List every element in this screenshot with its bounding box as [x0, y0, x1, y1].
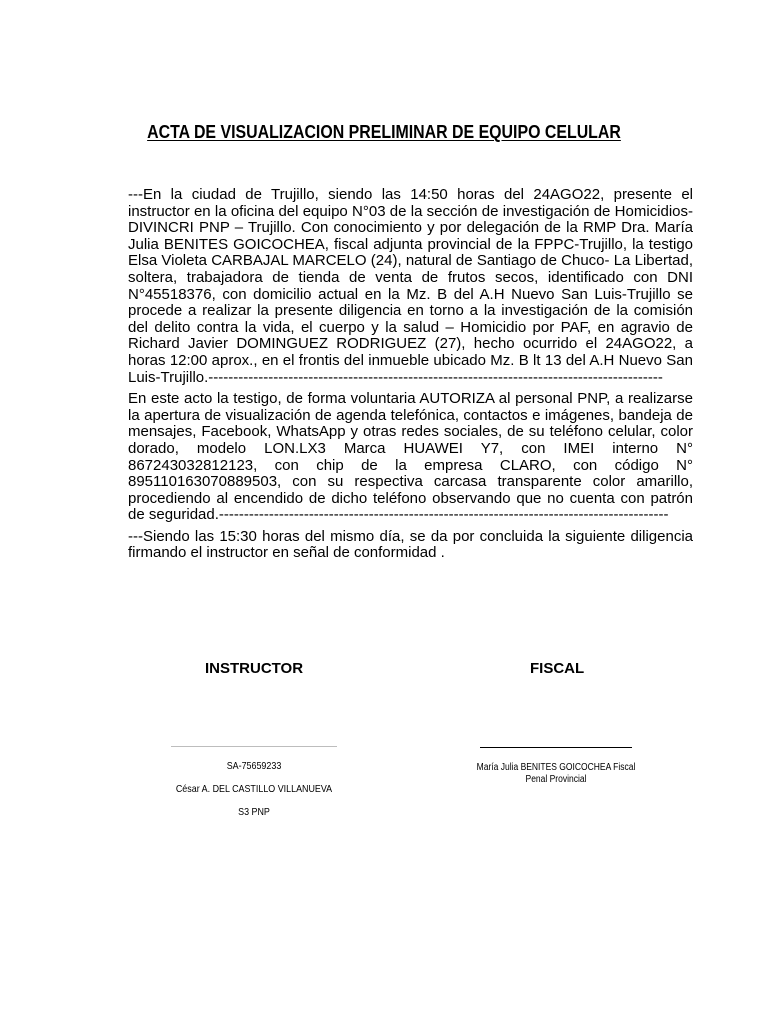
instructor-code: SA-75659233: [226, 760, 282, 772]
instructor-name: César A. DEL CASTILLO VILLANUEVA: [175, 783, 333, 795]
fiscal-signature-block: [449, 762, 663, 785]
document-body: [128, 187, 693, 567]
fiscal-role-label: FISCAL: [530, 660, 585, 677]
fiscal-position: Penal Provincial: [525, 773, 587, 785]
instructor-signature-line: [171, 746, 337, 747]
instructor-role-label: INSTRUCTOR: [205, 660, 304, 677]
document-title: ACTA DE VISUALIZACION PRELIMINAR DE EQUIPO CELULAR: [147, 121, 621, 142]
paragraph-diligence-intro: ---En la ciudad de Trujillo, siendo las 14:50 horas del 24AGO22, presente el instructor en la oficina del equipo N°03 de la sección de investigación de Homicidios- DIVINCRI PNP – Trujillo. Con conocimiento y por delegación de la RMP Dra. María Julia BENITES GOICOCHEA, fiscal adjunta provincial de la FPPC-Trujillo, la testigo Elsa Violeta CARBAJAL MARCELO (24), natural de Santiago de Chuco- La Libertad, soltera, trabajadora de tienda de venta de frutos secos, identificado con DNI N°45518376, con domicilio actual en la Mz. B del A.H Nuevo San Luis-Trujillo se procede a realizar la presente diligencia en torno a la investigación de la comisión del delito contra la vida, el cuerpo y la salud – Homicidio por PAF, en agravio de Richard Javier DOMINGUEZ RODRIGUEZ (27), hecho ocurrido el 24AGO22, a horas 12:00 aprox., en el frontis del inmueble ubicado Mz. B lt 13 del A.H Nuevo San Luis-Trujillo.-------------------------------------------------------------------------------------------: [128, 186, 693, 386]
instructor-signature-block: [152, 755, 356, 824]
fiscal-name: María Julia BENITES GOICOCHEA Fiscal: [476, 762, 636, 773]
paragraph-authorization: En este acto la testigo, de forma voluntaria AUTORIZA al personal PNP, a realizarse la apertura de visualización de agenda telefónica, contactos e imágenes, bandeja de mensajes, Facebook, WhatsApp y otras redes sociales, de su teléfono celular, color dorado, modelo LON.LX3 Marca HUAWEI Y7, con IMEI interno N° 867243032812123, con chip de la empresa CLARO, con código N° 895110163070889503, con su respectiva carcasa transparente color amarillo, procediendo al encendido de dicho teléfono observando que no cuenta con patrón de seguridad.------------------------------------------------------------------------------------------: [128, 390, 693, 524]
instructor-rank: S3 PNP: [238, 806, 270, 818]
paragraph-conclusion: ---Siendo las 15:30 horas del mismo día, se da por concluida la siguiente diligencia firmando el instructor en señal de conformidad .: [128, 527, 693, 562]
fiscal-signature-line: [480, 747, 632, 748]
